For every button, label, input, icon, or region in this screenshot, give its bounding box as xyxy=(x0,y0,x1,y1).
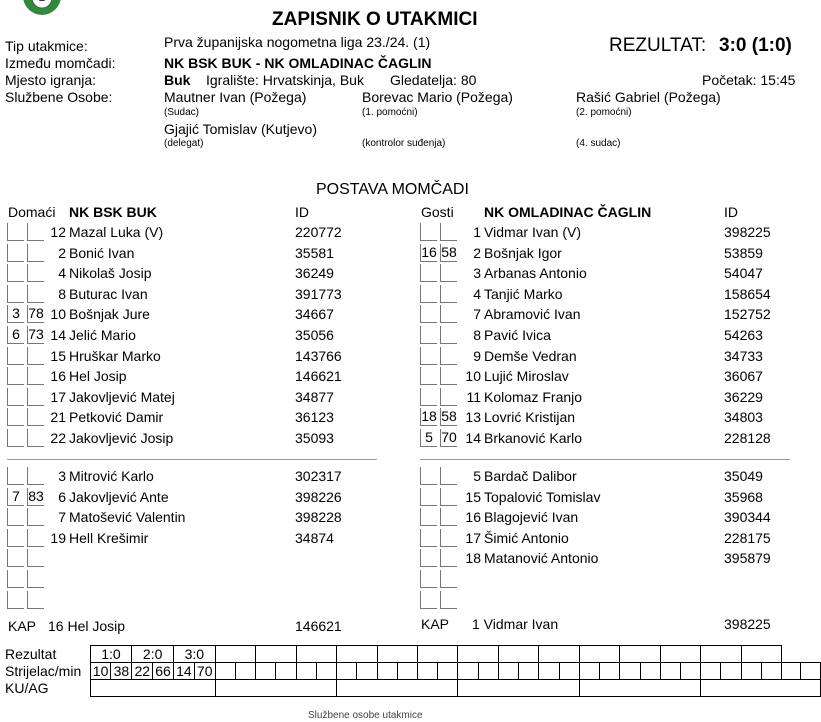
player-name: Lovrić Kristijan xyxy=(484,409,576,426)
player-id: 398226 xyxy=(295,488,342,505)
competition: Prva županijska nogometna liga 23./24. (1) xyxy=(164,34,431,50)
score-cell xyxy=(660,646,700,663)
player-name: Buturac Ivan xyxy=(69,285,148,302)
ku-cell xyxy=(701,680,821,697)
player-row xyxy=(7,590,387,610)
score-cell xyxy=(458,646,498,663)
sub-minute-box: 58 xyxy=(441,408,457,425)
player-name: Abramović Ivan xyxy=(484,306,581,323)
sub-out-box xyxy=(420,305,437,323)
sub-out-box xyxy=(7,570,24,588)
player-name: Bošnjak Igor xyxy=(484,244,562,261)
shirt-number: 4 xyxy=(58,265,66,282)
player-row xyxy=(7,428,387,448)
official-role: (delegat) xyxy=(164,138,204,149)
sub-out-box xyxy=(420,508,437,526)
shirt-number: 9 xyxy=(473,347,481,364)
sub-minute-box xyxy=(27,549,44,567)
player-row xyxy=(7,243,387,263)
player-name: Šimić Antonio xyxy=(484,529,569,546)
shirt-number: 11 xyxy=(466,388,481,405)
score-cell: 3:0 xyxy=(173,646,215,663)
score-cell: 2:0 xyxy=(132,646,174,663)
player-row xyxy=(420,548,800,568)
player-id: 54263 xyxy=(724,327,763,343)
player-name: Blagojević Ivan xyxy=(484,509,579,526)
sub-out-box xyxy=(7,367,24,385)
scorer-cell: 38 xyxy=(111,663,132,680)
player-name: Kolomaz Franjo xyxy=(484,388,583,405)
scorer-cell xyxy=(519,663,539,680)
sub-minute-box xyxy=(440,347,457,365)
official-role: (Sudac) xyxy=(164,107,200,118)
scorer-cell xyxy=(357,663,377,680)
scorer-cell xyxy=(498,663,518,680)
scorer-cell xyxy=(235,663,255,680)
sub-out-box xyxy=(7,285,24,303)
player-id: 54047 xyxy=(724,265,763,282)
sub-out-box: 5 xyxy=(420,429,437,447)
shirt-number: 15 xyxy=(465,488,481,505)
table-row xyxy=(5,680,821,697)
player-id: 34877 xyxy=(295,388,334,405)
player-name: Jakovljević Josip xyxy=(69,430,174,446)
sub-out-box: 18 xyxy=(421,408,437,425)
player-name: Hruškar Marko xyxy=(69,347,161,364)
player-name: Matošević Valentin xyxy=(69,509,186,526)
sub-out-box xyxy=(7,429,24,447)
player-name: Mazal Luka (V) xyxy=(69,224,164,240)
scorer-cell xyxy=(478,663,498,680)
sub-minute-box xyxy=(440,223,457,241)
scorer-cell xyxy=(761,663,781,680)
home-id-header: ID xyxy=(295,204,309,220)
scorer-cell xyxy=(539,663,559,680)
player-name: Brkanović Karlo xyxy=(484,430,583,446)
sub-minute-box xyxy=(440,467,457,485)
away-captain: 1 Vidmar Ivan xyxy=(472,616,559,632)
home-captain-label: KAP xyxy=(8,618,37,634)
sub-minute-box xyxy=(27,591,44,609)
sub-out-box xyxy=(7,591,24,609)
player-id: 228128 xyxy=(724,430,771,446)
scorer-cell xyxy=(276,663,296,680)
label-officials: Službene Osobe: xyxy=(5,89,113,105)
scorer-cell xyxy=(397,663,417,680)
venue-ground: Igralište: Hrvatskinja, Buk xyxy=(206,72,364,88)
score-cell: 1:0 xyxy=(90,646,132,663)
official-role: (4. sudac) xyxy=(576,138,621,149)
scorer-cell xyxy=(417,663,437,680)
scorer-cell xyxy=(681,663,701,680)
stat-label: KU/AG xyxy=(5,680,49,696)
player-row xyxy=(7,466,387,486)
player-row xyxy=(420,263,800,283)
score-cell xyxy=(256,646,296,663)
player-id: 390344 xyxy=(724,509,771,526)
player-id: 36123 xyxy=(295,409,334,426)
player-id: 35581 xyxy=(295,244,334,261)
label-match-type: Tip utakmice: xyxy=(5,38,88,54)
player-row xyxy=(7,263,387,283)
sub-minute-box: 73 xyxy=(28,326,44,342)
scorer-cell xyxy=(721,663,741,680)
scorer-cell xyxy=(296,663,316,680)
kickoff-time: Početak: 15:45 xyxy=(702,72,796,88)
home-side-label: Domaći xyxy=(8,204,56,220)
sub-minute-box xyxy=(440,508,457,526)
scorer-cell xyxy=(600,663,620,680)
scorer-cell xyxy=(701,663,721,680)
player-row xyxy=(7,366,387,386)
sub-out-box xyxy=(420,467,437,485)
player-id: 398228 xyxy=(295,509,342,526)
sub-out-box xyxy=(7,264,24,282)
away-team-name: NK OMLADINAC ČAGLIN xyxy=(484,204,652,220)
player-name: Bošnjak Jure xyxy=(69,306,150,323)
player-row xyxy=(7,507,387,527)
score-cell xyxy=(741,646,781,663)
sub-out-box xyxy=(420,347,437,365)
player-row xyxy=(420,590,800,610)
label-venue: Mjesto igranja: xyxy=(5,72,97,88)
sub-minute-box xyxy=(440,326,457,344)
scorer-cell xyxy=(660,663,680,680)
score-cell xyxy=(215,646,255,663)
scorer-cell xyxy=(741,663,761,680)
shirt-number: 17 xyxy=(465,529,481,546)
sub-out-box xyxy=(420,529,437,547)
player-id: 35093 xyxy=(295,430,334,446)
divider xyxy=(420,459,790,460)
score-cell xyxy=(377,646,417,663)
ku-cell xyxy=(215,680,336,697)
sub-out-box: 6 xyxy=(7,326,24,344)
league-logo-icon xyxy=(22,0,62,16)
sub-out-box xyxy=(7,467,24,485)
venue-place: Buk xyxy=(164,72,191,88)
sub-minute-box: 78 xyxy=(28,305,44,322)
official-name: Mautner Ivan (Požega) xyxy=(164,89,307,105)
player-row xyxy=(7,548,387,568)
scorer-cell: 10 xyxy=(90,663,111,680)
player-id: 34803 xyxy=(724,409,763,426)
player-row xyxy=(7,325,387,345)
sub-out-box xyxy=(420,264,437,282)
player-name: Tanjić Marko xyxy=(484,285,563,302)
official-role: (1. pomoćni) xyxy=(362,107,418,118)
sub-out-box xyxy=(7,408,24,426)
score-cell xyxy=(539,646,579,663)
player-name: Mitrović Karlo xyxy=(69,468,154,484)
shirt-number: 2 xyxy=(58,244,66,261)
divider xyxy=(7,459,377,460)
player-id: 34733 xyxy=(724,347,763,364)
sub-minute-box: 58 xyxy=(441,243,457,260)
sub-out-box xyxy=(7,508,24,526)
shirt-number: 13 xyxy=(465,409,481,426)
official-name: Gjajić Tomislav (Kutjevo) xyxy=(164,121,318,137)
player-id: 395879 xyxy=(724,550,771,567)
player-row xyxy=(420,284,800,304)
shirt-number: 10 xyxy=(465,368,481,385)
scorer-cell: 66 xyxy=(153,663,174,680)
shirt-number: 10 xyxy=(50,306,66,323)
shirt-number: 8 xyxy=(473,327,481,343)
scorer-cell: 70 xyxy=(194,663,215,680)
player-row xyxy=(420,569,800,589)
player-id: 220772 xyxy=(295,224,342,240)
sub-minute-box xyxy=(27,570,44,588)
player-name: Lujić Miroslav xyxy=(484,368,569,385)
scorer-cell xyxy=(458,663,478,680)
sub-minute-box xyxy=(440,488,457,506)
shirt-number: 7 xyxy=(473,306,481,323)
result-value: 3:0 (1:0) xyxy=(719,35,792,56)
player-row xyxy=(420,366,800,386)
shirt-number: 19 xyxy=(50,529,66,546)
scorer-cell: 14 xyxy=(173,663,194,680)
shirt-number: 8 xyxy=(58,285,66,302)
player-row xyxy=(7,284,387,304)
score-cell xyxy=(498,646,538,663)
sub-out-box xyxy=(420,285,437,303)
label-teams: Između momčadi: xyxy=(5,55,116,71)
player-row xyxy=(7,528,387,548)
sub-minute-box: 83 xyxy=(28,487,44,504)
away-captain-label: KAP xyxy=(421,616,450,632)
player-id: 53859 xyxy=(724,244,763,261)
shirt-number: 2 xyxy=(473,244,481,261)
player-name: Petković Damir xyxy=(69,409,164,426)
player-name: Bonić Ivan xyxy=(69,244,135,261)
ku-cell xyxy=(90,680,215,697)
sub-minute-box: 70 xyxy=(441,429,457,445)
shirt-number: 21 xyxy=(50,409,66,426)
scorer-cell xyxy=(620,663,640,680)
player-row xyxy=(420,507,800,527)
player-name: Hell Krešimir xyxy=(69,529,149,546)
sub-minute-box xyxy=(440,388,457,406)
shirt-number: 14 xyxy=(465,430,481,446)
shirt-number: 6 xyxy=(58,488,66,505)
player-name: Pavić Ivica xyxy=(484,327,551,343)
stat-label: Strijelac/min xyxy=(5,663,82,679)
shirt-number: 7 xyxy=(58,509,66,526)
player-row xyxy=(420,304,800,324)
score-cell xyxy=(701,646,741,663)
player-name: Matanović Antonio xyxy=(484,550,599,567)
scorer-cell xyxy=(337,663,357,680)
player-id: 391773 xyxy=(295,285,342,302)
scorer-cell xyxy=(256,663,276,680)
sub-minute-box xyxy=(440,591,457,609)
scorer-cell xyxy=(215,663,235,680)
sub-minute-box xyxy=(440,305,457,323)
score-cell xyxy=(620,646,660,663)
table-row xyxy=(5,646,821,663)
player-row xyxy=(420,407,800,427)
teams: NK BSK BUK - NK OMLADINAC ČAGLIN xyxy=(164,55,432,71)
away-side-label: Gosti xyxy=(421,204,454,220)
scorer-cell xyxy=(438,663,458,680)
sub-out-box xyxy=(420,591,437,609)
shirt-number: 18 xyxy=(465,550,481,567)
stat-label: Rezultat xyxy=(5,646,57,662)
score-cell xyxy=(296,646,336,663)
shirt-number: 16 xyxy=(50,368,66,385)
shirt-number: 15 xyxy=(50,347,66,364)
ku-cell xyxy=(458,680,579,697)
player-row xyxy=(420,346,800,366)
document-title: ZAPISNIK O UTAKMICI xyxy=(272,9,478,30)
player-row xyxy=(420,466,800,486)
sub-out-box xyxy=(7,347,24,365)
shirt-number: 3 xyxy=(473,265,481,282)
player-row xyxy=(7,487,387,507)
player-row xyxy=(420,325,800,345)
score-cell xyxy=(579,646,619,663)
sub-out-box xyxy=(7,244,24,262)
sub-out-box xyxy=(420,388,437,406)
player-id: 35056 xyxy=(295,327,334,343)
shirt-number: 22 xyxy=(50,430,66,446)
shirt-number: 16 xyxy=(465,509,481,526)
sub-out-box xyxy=(7,388,24,406)
sub-out-box: 7 xyxy=(7,488,24,506)
player-id: 35968 xyxy=(724,488,763,505)
player-id: 228175 xyxy=(724,529,771,546)
player-row xyxy=(420,387,800,407)
player-name: Nikolaš Josip xyxy=(69,265,152,282)
player-name: Topalović Tomislav xyxy=(484,488,601,505)
player-id: 158654 xyxy=(724,285,771,302)
player-name: Jelić Mario xyxy=(69,327,136,343)
sub-minute-box xyxy=(440,264,457,282)
home-captain: 16 Hel Josip xyxy=(48,618,126,634)
spectators: Gledatelja: 80 xyxy=(390,72,477,88)
player-name: Hel Josip xyxy=(69,368,127,385)
shirt-number: 4 xyxy=(473,285,481,302)
player-id: 152752 xyxy=(724,306,771,323)
shirt-number: 17 xyxy=(50,388,66,405)
footer-text: Službene osobe utakmice xyxy=(308,710,423,721)
scorer-cell xyxy=(640,663,660,680)
player-name: Arbanas Antonio xyxy=(484,265,587,282)
sub-out-box xyxy=(420,488,437,506)
sub-out-box: 3 xyxy=(7,305,24,323)
player-id: 398225 xyxy=(724,224,771,240)
scorer-cell xyxy=(316,663,336,680)
scorer-cell: 22 xyxy=(132,663,153,680)
sub-out-box xyxy=(420,326,437,344)
player-id: 35049 xyxy=(724,468,763,484)
player-id: 143766 xyxy=(295,347,342,364)
player-row xyxy=(7,346,387,366)
scorer-cell xyxy=(782,663,801,680)
player-name: Jakovljević Matej xyxy=(69,388,175,405)
player-row xyxy=(7,222,387,242)
player-row xyxy=(420,487,800,507)
ku-cell xyxy=(337,680,458,697)
sub-out-box xyxy=(420,570,437,588)
player-row xyxy=(7,304,387,324)
shirt-number: 12 xyxy=(50,224,66,240)
sub-out-box xyxy=(7,549,24,567)
sub-minute-box xyxy=(440,285,457,303)
player-id: 34667 xyxy=(295,306,334,323)
official-name: Borevac Mario (Požega) xyxy=(362,89,513,105)
shirt-number: 5 xyxy=(473,468,481,484)
player-name: Demše Vedran xyxy=(484,347,577,364)
sub-out-box xyxy=(420,223,437,241)
official-role: (kontrolor suđenja) xyxy=(362,138,446,149)
player-name: Jakovljević Ante xyxy=(69,488,169,505)
lineup-title: POSTAVA MOMČADI xyxy=(316,181,469,198)
sub-minute-box xyxy=(440,367,457,385)
sub-out-box xyxy=(7,223,24,241)
player-row xyxy=(420,528,800,548)
player-row xyxy=(7,387,387,407)
sub-out-box xyxy=(420,549,437,567)
player-id: 36229 xyxy=(724,388,763,405)
scorer-cell xyxy=(801,663,821,680)
shirt-number: 14 xyxy=(50,327,66,343)
shirt-number: 3 xyxy=(58,468,66,484)
home-team-name: NK BSK BUK xyxy=(69,204,157,220)
sub-out-box xyxy=(420,367,437,385)
sub-out-box: 16 xyxy=(421,243,437,260)
sub-minute-box xyxy=(440,570,457,588)
official-role: (2. pomoćni) xyxy=(576,107,632,118)
player-row xyxy=(420,243,800,263)
player-row xyxy=(420,222,800,242)
player-id: 36249 xyxy=(295,265,334,282)
player-id: 34874 xyxy=(295,529,334,546)
player-row xyxy=(7,407,387,427)
player-id: 146621 xyxy=(295,368,342,385)
player-name: Vidmar Ivan (V) xyxy=(484,224,581,240)
player-row xyxy=(420,428,800,448)
scorer-cell xyxy=(559,663,579,680)
sub-minute-box xyxy=(440,529,457,547)
home-captain-id: 146621 xyxy=(295,618,342,634)
away-id-header: ID xyxy=(724,204,738,220)
scorer-cell xyxy=(579,663,599,680)
sub-minute-box xyxy=(440,549,457,567)
official-name: Rašić Gabriel (Požega) xyxy=(576,89,721,105)
player-id: 302317 xyxy=(295,468,342,484)
ku-cell xyxy=(579,680,700,697)
result-label: REZULTAT: xyxy=(609,35,707,56)
player-name: Bardač Dalibor xyxy=(484,468,577,484)
table-row xyxy=(5,663,821,680)
player-row xyxy=(7,569,387,589)
player-id: 36067 xyxy=(724,368,763,385)
away-captain-id: 398225 xyxy=(724,616,771,632)
score-cell xyxy=(417,646,457,663)
sub-out-box xyxy=(7,529,24,547)
scorer-cell xyxy=(377,663,397,680)
score-cell xyxy=(337,646,377,663)
goals-table xyxy=(5,645,821,697)
shirt-number: 1 xyxy=(473,224,481,240)
